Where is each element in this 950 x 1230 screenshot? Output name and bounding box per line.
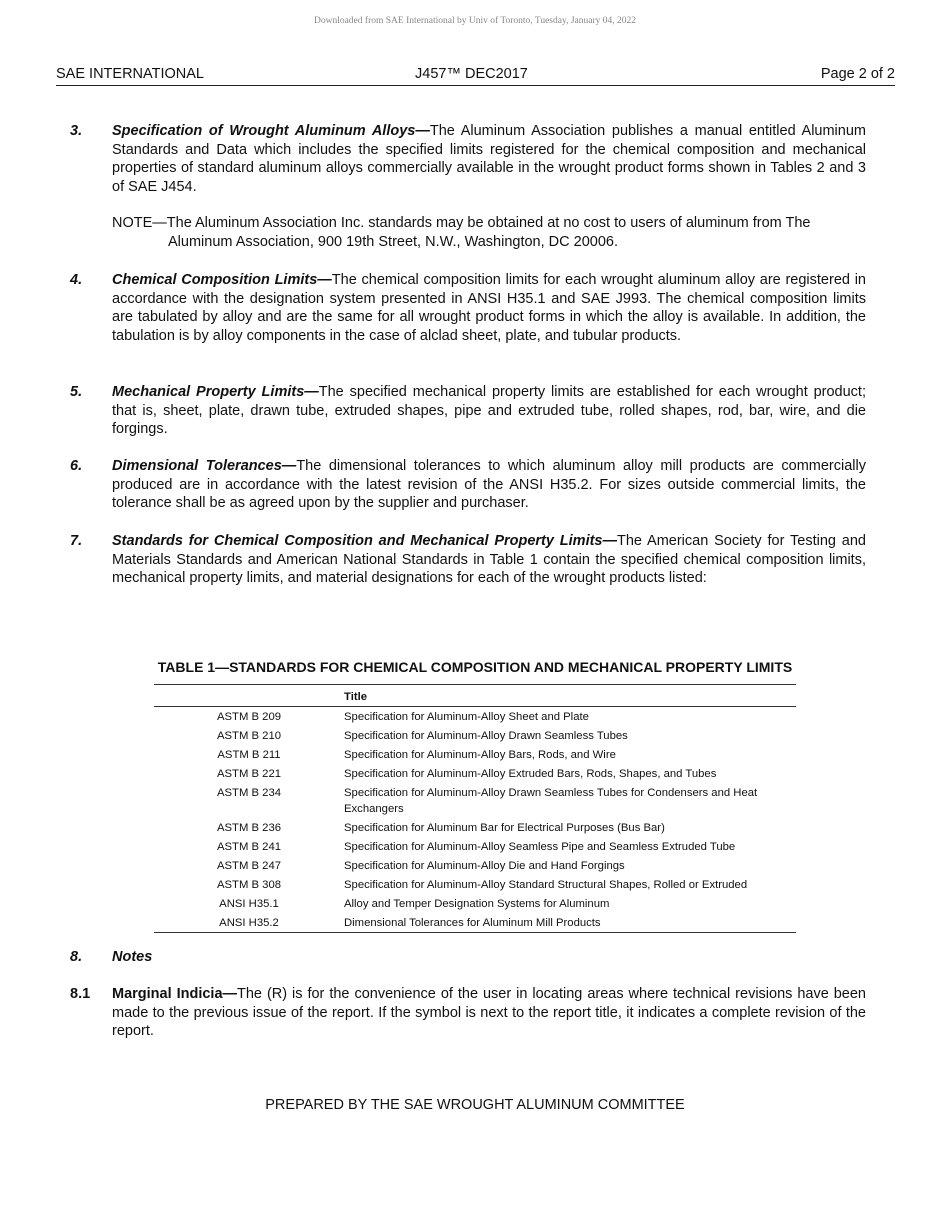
section-number: 5. — [70, 384, 83, 400]
prepared-by: PREPARED BY THE SAE WROUGHT ALUMINUM COMMITTEE — [265, 1097, 685, 1113]
table-header-row — [154, 685, 796, 707]
section-heading: Specification of Wrought Aluminum Alloys— — [112, 123, 430, 139]
header-page-number: Page 2 of 2 — [820, 66, 895, 82]
section-text: The dimensional tolerances to which aluminum alloy mill products are commercially produced are in accordance with the latest revision of the ANSI H35.2. For sizes outside commercial limits, the tolerance shall be as agreed upon by the supplier and purchaser. — [112, 458, 866, 512]
standard-title: Specification for Aluminum-Alloy Extruded Bars, Rods, Shapes, and Tubes — [344, 767, 717, 780]
standard-designation: ASTM B 221 — [216, 767, 282, 780]
standard-designation: ASTM B 211 — [217, 748, 281, 761]
section-heading: Dimensional Tolerances— — [112, 458, 297, 474]
standard-title: Specification for Aluminum-Alloy Die and Hand Forgings — [344, 859, 625, 872]
standard-title: Specification for Aluminum-Alloy Sheet and Plate — [344, 710, 589, 723]
standard-designation: ASTM B 210 — [216, 729, 282, 742]
standard-title: Specification for Aluminum Bar for Electrical Purposes (Bus Bar) — [344, 821, 665, 834]
section-7 — [70, 532, 866, 588]
section-text: The American Society for Testing and Materials Standards and American National Standards in Table 1 contain the specified chemical composition limits, mechanical property limits, and material designations for each of the wrought products listed: — [112, 533, 866, 587]
section-text: The (R) is for the convenience of the user in locating areas where technical revisions have been made to the previous issue of the report. If the symbol is next to the report title, it indicates a complete revision of the report. — [112, 986, 866, 1040]
standard-designation: ASTM B 209 — [216, 710, 282, 723]
header-doc-id: J457™ DEC2017 — [415, 66, 528, 82]
section-heading: Standards for Chemical Composition and Mechanical Property Limits— — [112, 533, 617, 549]
table-row — [154, 894, 796, 913]
section-number: 6. — [70, 458, 83, 474]
standard-designation: ASTM B 308 — [216, 878, 282, 891]
standard-title: Specification for Aluminum-Alloy Drawn Seamless Tubes — [344, 729, 628, 742]
table-row — [154, 783, 796, 818]
section-text: The chemical composition limits for each wrought aluminum alloy are registered in accordance with the designation system presented in ANSI H35.1 and SAE J993. The chemical composition limits are tabulated by alloy and are the same for all wrought product forms in which the alloy is available. In addition, the tabulation is by alloy components in the case of alclad sheet, plate, and tubular products. — [112, 272, 866, 344]
section-number: 3. — [70, 123, 83, 139]
header-org: SAE INTERNATIONAL — [56, 66, 204, 82]
section-5 — [70, 383, 866, 439]
section-number: 8. — [70, 949, 83, 965]
download-notice: Downloaded from SAE International by Univ of Toronto, Tuesday, January 04, 2022 — [313, 16, 637, 26]
standard-designation: ASTM B 241 — [216, 840, 282, 853]
standard-title: Dimensional Tolerances for Aluminum Mill Products — [344, 916, 601, 929]
section-3 — [70, 122, 866, 196]
section-6 — [70, 457, 866, 513]
standard-title: Specification for Aluminum-Alloy Seamless Pipe and Seamless Extruded Tube — [344, 840, 736, 853]
standard-designation: ASTM B 247 — [216, 859, 282, 872]
section-number: 8.1 — [70, 986, 91, 1002]
standard-designation: ANSI H35.1 — [219, 897, 279, 910]
table-row — [154, 745, 796, 764]
table-row — [154, 837, 796, 856]
table-row — [154, 875, 796, 894]
table-row — [154, 707, 796, 727]
standards-table — [154, 684, 796, 933]
section-4 — [70, 271, 866, 345]
column-header-title: Title — [344, 685, 796, 707]
standard-designation: ASTM B 236 — [216, 821, 282, 834]
page-header — [56, 66, 895, 86]
section-heading: Notes — [112, 949, 153, 965]
section-8-1 — [70, 985, 866, 1041]
section-heading: Mechanical Property Limits— — [112, 384, 319, 400]
standard-title: Specification for Aluminum-Alloy Drawn Seamless Tubes for Condensers and Heat Exchangers — [344, 786, 758, 815]
section-heading: Chemical Composition Limits— — [112, 272, 332, 288]
section-heading: Marginal Indicia— — [112, 986, 238, 1002]
section-text: The specified mechanical property limits are established for each wrought product; that is, sheet, plate, drawn tube, extruded shapes, pipe and extruded tube, rolled shapes, rod, bar, wire, and die forgings. — [112, 384, 866, 438]
table-row — [154, 764, 796, 783]
section-number: 4. — [70, 272, 83, 288]
table-title: TABLE 1—STANDARDS FOR CHEMICAL COMPOSITION AND MECHANICAL PROPERTY LIMITS — [157, 659, 793, 675]
note — [112, 214, 866, 251]
standard-title: Alloy and Temper Designation Systems for Aluminum — [344, 897, 610, 910]
note-line-2: Aluminum Association, 900 19th Street, N.W., Washington, DC 20006. — [168, 233, 618, 250]
section-number: 7. — [70, 533, 83, 549]
table-row — [154, 818, 796, 837]
section-text: The Aluminum Association publishes a manual entitled Aluminum Standards and Data which includes the specified limits registered for the chemical composition and mechanical properties of standard aluminum alloys commercially available in the wrought product forms shown in Tables 2 and 3 of SAE J454. — [112, 123, 866, 195]
table-row — [154, 726, 796, 745]
standard-designation: ANSI H35.2 — [219, 916, 279, 929]
table-row — [154, 913, 796, 933]
table-row — [154, 856, 796, 875]
standard-designation: ASTM B 234 — [216, 786, 282, 799]
column-header-designation — [154, 685, 344, 707]
section-8 — [70, 948, 866, 967]
note-line-1: NOTE—The Aluminum Association Inc. standards may be obtained at no cost to users of aluminum from The — [112, 215, 811, 231]
standard-title: Specification for Aluminum-Alloy Bars, Rods, and Wire — [344, 748, 616, 761]
standard-title: Specification for Aluminum-Alloy Standard Structural Shapes, Rolled or Extruded — [344, 878, 748, 891]
